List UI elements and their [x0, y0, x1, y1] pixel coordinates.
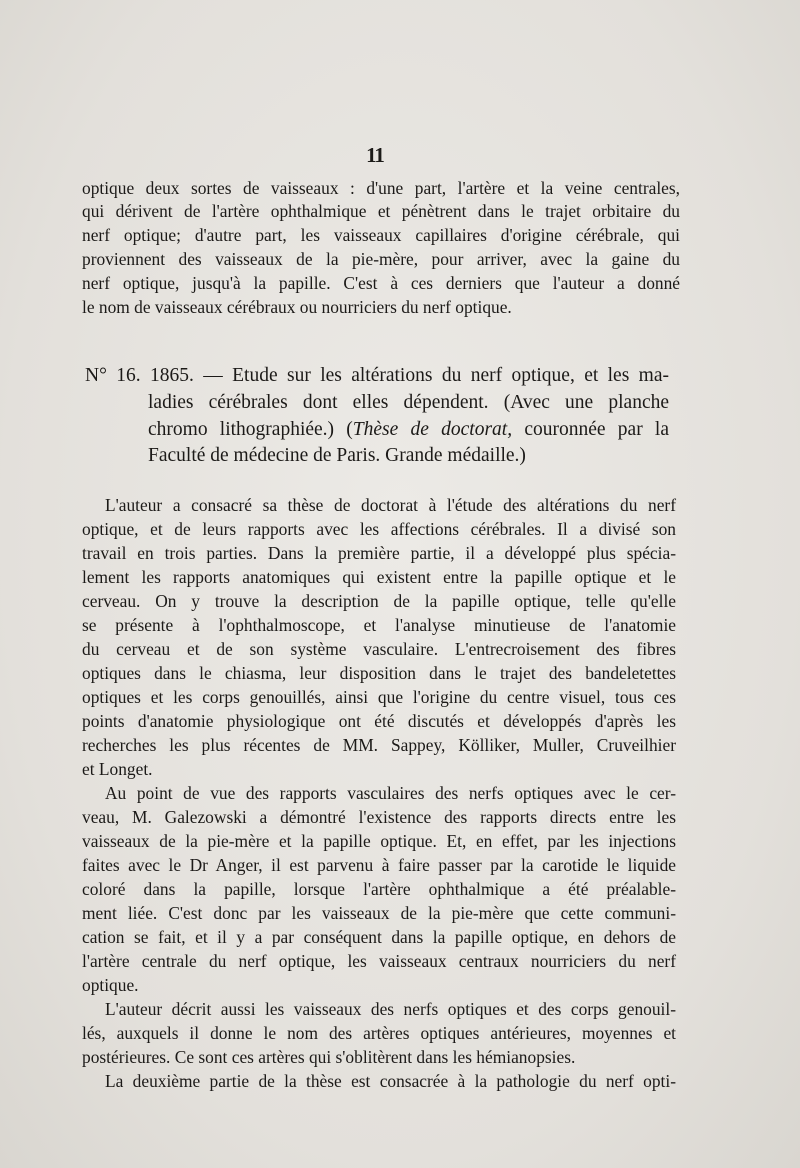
text-line: lement les rapports anatomiques qui existent entre la papille optique et le — [82, 567, 676, 587]
text-line: nerf optique, jusqu'à la papille. C'est à ces derniers que l'auteur a donné — [82, 273, 680, 293]
page-number: 11 — [366, 143, 384, 167]
text-line: travail en trois parties. Dans la première partie, il a développé plus spécia- — [82, 543, 676, 563]
entry-text: chromo lithographiée.) — [148, 419, 335, 440]
text-line: le nom de vaisseaux cérébraux ou nourriciers du nerf optique. — [82, 297, 512, 317]
text-line: cation se fait, et il y a par conséquent dans la papille optique, en dehors de — [82, 927, 676, 947]
text-line: lés, auxquels il donne le nom des artères optiques antérieures, moyennes et — [82, 1023, 676, 1043]
text-line: cerveau. On y trouve la description de la papille optique, telle qu'elle — [82, 591, 676, 611]
text-line: optiques dans le chiasma, leur disposition dans le trajet des bandeletettes — [82, 663, 676, 683]
text-line: l'artère centrale du nerf optique, les vaisseaux centraux nourriciers du nerf — [82, 951, 676, 971]
text-line: recherches les plus récentes de MM. Sappey, Kölliker, Muller, Cruveilhier — [82, 735, 676, 755]
text-line: qui dérivent de l'artère ophthalmique et pénètrent dans le trajet orbitaire du — [82, 201, 680, 221]
entry-heading-line: N° 16. 1865. — Etude sur les altérations du nerf optique, et les ma- — [85, 365, 669, 386]
text-line: optique. — [82, 975, 139, 995]
text-line: optiques et les corps genouillés, ainsi que l'origine du centre visuel, tous ces — [82, 687, 676, 707]
text-line: optique deux sortes de vaisseaux : d'une part, l'artère et la veine centrales, — [82, 178, 680, 198]
text-line: nerf optique; d'autre part, les vaisseaux capillaires d'origine cérébrale, qui — [82, 225, 680, 245]
entry-text: couronnée par la — [524, 419, 669, 440]
entry-heading-line — [148, 417, 669, 443]
text-line: se présente à l'ophthalmoscope, et l'analyse minutieuse de l'anatomie — [82, 615, 676, 635]
text-line: L'auteur a consacré sa thèse de doctorat à l'étude des altérations du nerf — [105, 495, 676, 515]
text-line: faites avec le Dr Anger, il est parvenu à faire passer par la carotide le liquide — [82, 855, 676, 875]
text-line: coloré dans la papille, lorsque l'artère ophthalmique a été préalable- — [82, 879, 676, 899]
entry-heading-line: Faculté de médecine de Paris. Grande médaille.) — [148, 445, 526, 466]
text-line: Au point de vue des rapports vasculaires des nerfs optiques avec le cer- — [105, 783, 676, 803]
entry-heading-line: ladies cérébrales dont elles dépendent. (Avec une planche — [148, 392, 669, 413]
entry-text: (Thèse de doctorat, — [346, 419, 513, 440]
text-line: L'auteur décrit aussi les vaisseaux des nerfs optiques et des corps genouil- — [105, 999, 676, 1019]
text-line: ment liée. C'est donc par les vaisseaux de la pie-mère que cette communi- — [82, 903, 676, 923]
thesis-title-italic: Thèse de doctorat, — [352, 419, 513, 440]
text-line: optique, et de leurs rapports avec les affections cérébrales. Il a divisé son — [82, 519, 676, 539]
text-line: et Longet. — [82, 759, 153, 779]
text-line: proviennent des vaisseaux de la pie-mère, pour arriver, avec la gaine du — [82, 249, 680, 269]
text-line: La deuxième partie de la thèse est consacrée à la pathologie du nerf opti- — [105, 1071, 676, 1091]
text-line: postérieures. Ce sont ces artères qui s'oblitèrent dans les hémianopsies. — [82, 1047, 576, 1067]
text-line: du cerveau et de son système vasculaire. L'entrecroisement des fibres — [82, 639, 676, 659]
text-line: vaisseaux de la pie-mère et la papille optique. Et, en effet, par les injections — [82, 831, 676, 851]
text-line: points d'anatomie physiologique ont été discutés et développés d'après les — [82, 711, 676, 731]
text-line: veau, M. Galezowski a démontré l'existence des rapports directs entre les — [82, 807, 676, 827]
